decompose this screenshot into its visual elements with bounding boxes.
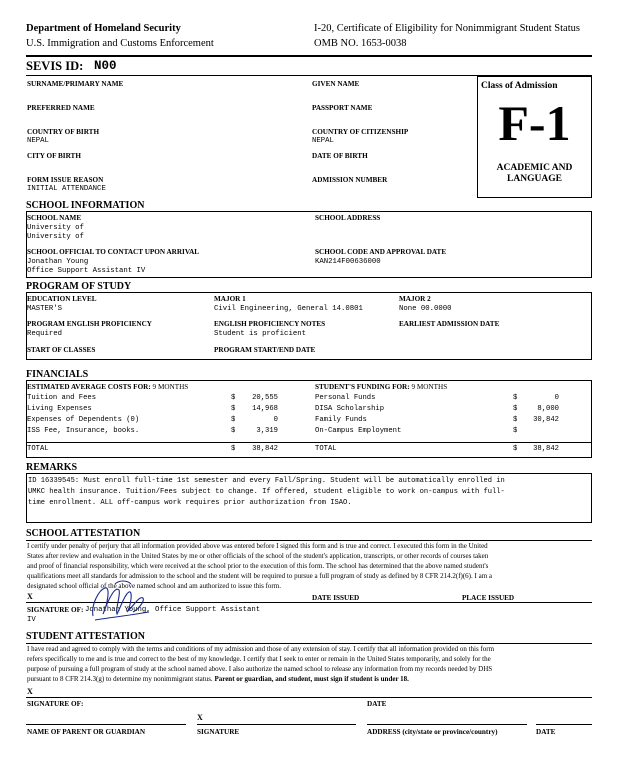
costs-label xyxy=(27,383,188,392)
costs-item-name: Tuition and Fees xyxy=(27,394,97,402)
school-official-name: Jonathan Young xyxy=(27,258,89,266)
major-2-label: MAJOR 2 xyxy=(399,295,431,303)
funding-item-amount: 30,842 xyxy=(533,416,559,424)
major-2: None 00.0000 xyxy=(399,305,452,313)
school-name-label: SCHOOL NAME xyxy=(27,214,82,222)
sevis-label: SEVIS ID: xyxy=(26,59,84,73)
student-attest-line-4-text: pursuant to 8 CFR 214.3(g) to determine my nonimmigrant status. xyxy=(27,675,213,683)
costs-item-amount: 14,968 xyxy=(252,405,278,413)
omb-number: OMB NO. 1653-0038 xyxy=(314,38,407,49)
school-attest-x: X xyxy=(27,592,33,601)
total-funding-label: TOTAL xyxy=(315,445,337,453)
school-name-line-2: University of xyxy=(27,233,84,241)
costs-item-currency: $ xyxy=(231,416,236,424)
parent-sig-rule-3 xyxy=(367,724,527,725)
student-date-label[interactable]: DATE xyxy=(367,700,387,708)
english-proficiency-label: PROGRAM ENGLISH PROFICIENCY xyxy=(27,320,152,328)
costs-item-amount: 20,555 xyxy=(252,394,278,402)
school-signer-name-cont: IV xyxy=(27,616,36,624)
school-signature-label: SIGNATURE OF: xyxy=(27,606,84,614)
funding-period: 9 MONTHS xyxy=(411,383,448,391)
english-notes-label: ENGLISH PROFICIENCY NOTES xyxy=(214,320,326,328)
major-1: Civil Engineering, General 14.0801 xyxy=(214,305,363,313)
date-of-birth-label: DATE OF BIRTH xyxy=(312,152,368,160)
class-of-admission-desc-1: ACADEMIC AND xyxy=(496,163,573,173)
total-funding-amount: 38,842 xyxy=(533,445,559,453)
class-of-admission-box xyxy=(477,76,592,198)
funding-label-text: STUDENT'S FUNDING FOR: xyxy=(315,383,410,391)
parent-name-label[interactable]: NAME OF PARENT OR GUARDIAN xyxy=(27,728,146,736)
student-attest-line-1: I have read and agreed to comply with the terms and conditions of my admission and those of any extension of stay. I certify that all information provided on this form xyxy=(27,645,495,653)
student-sig-rule xyxy=(26,697,592,698)
citizenship: NEPAL xyxy=(312,137,334,145)
education-level: MASTER'S xyxy=(27,305,63,313)
funding-item-name: On-Campus Employment xyxy=(315,427,402,435)
costs-period: 9 MONTHS xyxy=(152,383,189,391)
student-attest-x-1: X xyxy=(27,687,33,696)
funding-item-name: Family Funds xyxy=(315,416,367,424)
parent-sig-rule-2 xyxy=(197,724,356,725)
section-program-of-study: PROGRAM OF STUDY xyxy=(26,281,132,292)
country-of-birth-label: COUNTRY OF BIRTH xyxy=(27,128,100,136)
english-proficiency: Required xyxy=(27,330,63,338)
citizenship-label: COUNTRY OF CITIZENSHIP xyxy=(312,128,409,136)
city-of-birth-label: CITY OF BIRTH xyxy=(27,152,81,160)
passport-name-label: PASSPORT NAME xyxy=(312,104,373,112)
program-start-end-label: PROGRAM START/END DATE xyxy=(214,346,316,354)
start-of-classes-label: START OF CLASSES xyxy=(27,346,96,354)
funding-item-amount xyxy=(521,426,559,437)
costs-item-name: Expenses of Dependents (0) xyxy=(27,416,140,424)
student-attest-top-rule xyxy=(26,643,592,644)
school-attest-line-2: States after review and evaluation in the United States by me or other officials of the school of the student's application, transcripts, or other records of courses taken xyxy=(27,552,489,560)
section-remarks: REMARKS xyxy=(26,462,78,473)
date-issued-label: DATE ISSUED xyxy=(312,594,360,602)
parent-address-label[interactable]: ADDRESS (city/state or province/country) xyxy=(367,728,498,736)
funding-item-name: Personal Funds xyxy=(315,394,376,402)
student-attest-line-4-bold: Parent or guardian, and student, must sign if student is under 18. xyxy=(214,675,409,683)
class-of-admission-title: Class of Admission xyxy=(481,81,558,91)
education-level-label: EDUCATION LEVEL xyxy=(27,295,97,303)
funding-item-name: DISA Scholarship xyxy=(315,405,385,413)
costs-label-text: ESTIMATED AVERAGE COSTS FOR: xyxy=(27,383,151,391)
school-code-label: SCHOOL CODE AND APPROVAL DATE xyxy=(315,248,447,256)
school-address-label: SCHOOL ADDRESS xyxy=(315,214,381,222)
costs-item-currency: $ xyxy=(231,405,236,413)
section-financials: FINANCIALS xyxy=(26,369,89,380)
place-issued-label: PLACE ISSUED xyxy=(462,594,515,602)
funding-item-currency: $ xyxy=(513,416,518,424)
costs-item-name: ISS Fee, Insurance, books. xyxy=(27,427,140,435)
total-costs-label: TOTAL xyxy=(27,445,49,453)
remarks-line-2: UMKC health insurance. Tuition/Fees subject to change. If offered, student eligible to work on-campus with full- xyxy=(28,488,505,496)
admission-number-label: ADMISSION NUMBER xyxy=(312,176,388,184)
surname-label: SURNAME/PRIMARY NAME xyxy=(27,80,124,88)
given-name-label: GIVEN NAME xyxy=(312,80,360,88)
school-signer-name: Jonathan Young, Office Support Assistant xyxy=(85,606,261,614)
total-funding-currency: $ xyxy=(513,445,518,453)
school-official-label: SCHOOL OFFICIAL TO CONTACT UPON ARRIVAL xyxy=(27,248,200,256)
section-school-attestation: SCHOOL ATTESTATION xyxy=(26,528,141,539)
funding-label xyxy=(315,383,447,392)
funding-item-currency: $ xyxy=(513,427,518,435)
earliest-admission-label: EARLIEST ADMISSION DATE xyxy=(399,320,500,328)
school-name-line-1: University of xyxy=(27,224,84,232)
costs-item-amount: 0 xyxy=(273,416,278,424)
country-of-birth: NEPAL xyxy=(27,137,49,145)
student-signature-label[interactable]: SIGNATURE OF: xyxy=(27,700,84,708)
costs-item-amount: 3,319 xyxy=(256,427,278,435)
remarks-line-3: time enrollment. ALL off-campus work requires prior authorization from ISAO. xyxy=(28,499,352,507)
major-1-label: MAJOR 1 xyxy=(214,295,246,303)
funding-item-amount: 0 xyxy=(554,394,559,402)
english-notes: Student is proficient xyxy=(214,330,306,338)
costs-item-currency: $ xyxy=(231,427,236,435)
section-student-attestation: STUDENT ATTESTATION xyxy=(26,631,146,642)
school-attest-line-5: designated school official of the above named school and am authorized to issue this form. xyxy=(27,582,281,590)
student-attest-x-2: X xyxy=(197,713,203,722)
section-school-information: SCHOOL INFORMATION xyxy=(26,200,145,211)
preferred-name-label: PREFERRED NAME xyxy=(27,104,95,112)
parent-signature-label[interactable]: SIGNATURE xyxy=(197,728,240,736)
funding-item-currency: $ xyxy=(513,394,518,402)
student-attest-line-3: purpose of pursuing a full program of study at the school named above. I also authorize the named school to release any information from my records needed by DHS xyxy=(27,665,493,673)
school-attest-line-3: and proof of financial responsibility, which were received at the school prior to the execution of this form. The school has determined that the above named student's xyxy=(27,562,489,570)
school-attest-line-4: qualifications meet all standards for admission to the school and the student will be required to pursue a full program of study as defined by 8 CFR 214.2(f)(6). I am a xyxy=(27,572,493,580)
remarks-line-1: ID 16339545: Must enroll full-time 1st semester and every Fall/Spring. Student will be automatically enrolled in xyxy=(28,477,505,485)
agency-name: U.S. Immigration and Customs Enforcement xyxy=(26,38,214,49)
school-official-title: Office Support Assistant IV xyxy=(27,267,146,275)
form-issue-reason: INITIAL ATTENDANCE xyxy=(27,185,106,193)
class-of-admission-desc-2: LANGUAGE xyxy=(507,174,562,184)
parent-sig-rule-4 xyxy=(536,724,592,725)
form-title: I-20, Certificate of Eligibility for Nonimmigrant Student Status xyxy=(314,23,580,34)
handwritten-signature xyxy=(85,576,155,626)
funding-item-amount: 8,000 xyxy=(537,405,559,413)
school-code: KAN214F00636000 xyxy=(315,258,381,266)
financials-total-rule xyxy=(26,442,592,443)
costs-item-name: Living Expenses xyxy=(27,405,92,413)
dept-name: Department of Homeland Security xyxy=(26,23,181,34)
funding-item-currency: $ xyxy=(513,405,518,413)
sevis-id: N00 xyxy=(94,59,117,73)
student-attest-line-2: refers specifically to me and is true and correct to the best of my knowledge. I certify that I seek to enter or remain in the United States temporarily, and solely for the xyxy=(27,655,491,663)
form-issue-reason-label: FORM ISSUE REASON xyxy=(27,176,104,184)
class-of-admission-value: F-1 xyxy=(498,95,571,151)
student-attest-line-4 xyxy=(27,675,409,685)
total-costs-amount: 38,842 xyxy=(252,445,278,453)
parent-sig-rule-1 xyxy=(26,724,186,725)
school-attest-top-rule xyxy=(26,540,592,541)
parent-date-label[interactable]: DATE xyxy=(536,728,556,736)
costs-item-currency: $ xyxy=(231,394,236,402)
top-rule xyxy=(26,55,592,57)
total-costs-currency: $ xyxy=(231,445,236,453)
school-attest-line-1: I certify under penalty of perjury that all information provided above was entered before I signed this form and is true and correct. I executed this form in the United xyxy=(27,542,488,550)
